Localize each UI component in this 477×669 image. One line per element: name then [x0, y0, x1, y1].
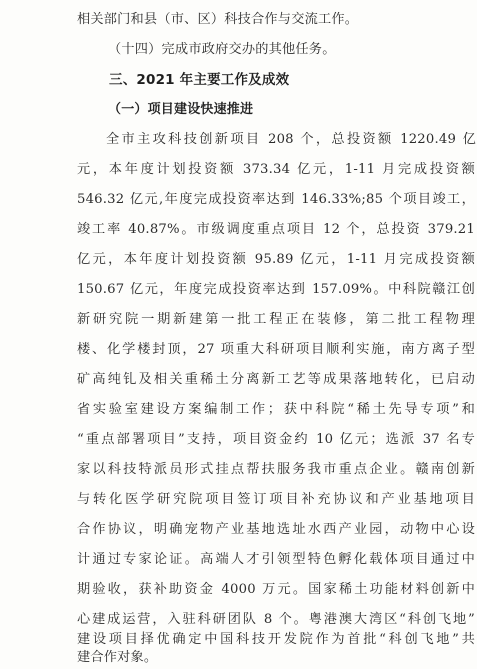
text-line: 546.32 亿元,年度完成投资率达到 146.33%;85 个项目竣工， [77, 192, 475, 207]
subsection-heading: （一）项目建设快速推进 [108, 102, 254, 117]
text-line: 150.67 亿元，年度完成投资率达到 157.09%。中科院赣江创 [77, 282, 475, 297]
text-line: 建合作对象。 [77, 650, 158, 665]
text-line: 与转化医学研究院项目签订项目补充协议和产业基地项目 [77, 492, 475, 507]
text-line: “重点部署项目”支持，项目资金约 10 亿元；选派 37 名专 [77, 432, 475, 447]
text-line: 矿高纯钆及相关重稀土分离新工艺等成果落地转化，已启动 [77, 372, 475, 387]
text-line: 心建成运营，入驻科研团队 8 个。粤港澳大湾区“科创飞地” [77, 612, 475, 627]
text-line: 相关部门和县（市、区）科技合作与交流工作。 [77, 12, 359, 27]
section-heading: 三、2021 年主要工作及成效 [109, 72, 290, 88]
text-line: 计通过专家论证。高端人才引领型特色孵化载体项目通过中 [77, 552, 475, 567]
text-line: 家以科技特派员形式挂点帮扶服务我市重点企业。赣南创新 [77, 462, 475, 477]
text-line: 竣工率 40.87%。市级调度重点项目 12 个，总投资 379.21 [77, 222, 475, 237]
text-line: 期验收，获补助资金 4000 万元。国家稀土功能材料创新中 [77, 582, 475, 597]
text-line: 元，本年度计划投资额 373.34 亿元，1-11 月完成投资额 [77, 162, 475, 177]
text-line: （十四）完成市政府交办的其他任务。 [108, 42, 336, 57]
text-line: 楼、化学楼封顶，27 项重大科研项目顺利实施，南方离子型 [77, 342, 475, 357]
text-line: 省实验室建设方案编制工作；获中科院“稀土先导专项”和 [77, 402, 475, 417]
text-line: 亿元，本年度计划投资额 95.89 亿元，1-11 月完成投资额 [77, 252, 475, 267]
text-line: 建设项目择优确定中国科技开发院作为首批“科创飞地”共 [77, 632, 475, 647]
text-line: 合作协议，明确宠物产业基地选址水西产业园，动物中心设 [77, 522, 475, 537]
text-line: 全市主攻科技创新项目 208 个，总投资额 1220.49 亿 [106, 132, 476, 147]
text-line: 新研究院一期新建第一批工程正在装修，第二批工程物理 [77, 312, 475, 327]
